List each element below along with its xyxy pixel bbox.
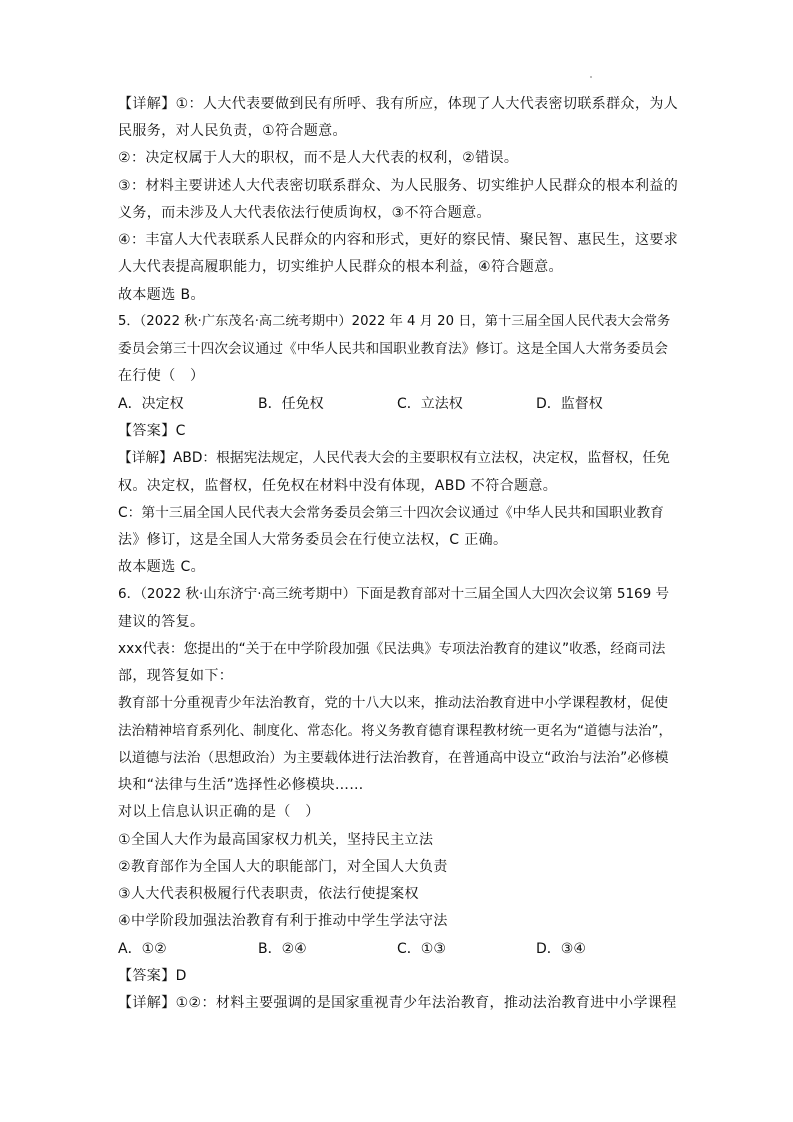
text-line: 教育部十分重视青少年法治教育，党的十八大以来，推动法治教育进中小学课程教材，促使 [118, 695, 669, 711]
text-line: 【详解】①：人大代表要做到民有所呼、我有所应，体现了人大代表密切联系群众，为人 [118, 96, 679, 112]
text-line: 民服务，对人民负责，①符合题意。 [118, 123, 347, 139]
statement-1: ①全国人大作为最高国家权力机关，坚持民主立法 [118, 832, 434, 848]
answer-line: 【答案】D [118, 968, 187, 984]
question-6-stem: 6．（2022 秋·山东济宁·高三统考期中）下面是教育部对十三届全国人大四次会议第 5169 号 [118, 586, 670, 602]
question-5-stem: 委员会第三十四次会议通过《中华人民共和国职业教育法》修订。这是全国人大常务委员会 [118, 341, 669, 357]
text-line: 法治精神培育系列化、制度化、常态化。将义务教育德育课程教材统一更名为“道德与法治”， [118, 723, 672, 739]
question-5-stem: 在行使（ ） [118, 368, 205, 384]
text-line: 对以上信息认识正确的是（ ） [118, 804, 320, 820]
text-line: C：第十三届全国人民代表大会常务委员会第三十四次会议通过《中华人民共和国职业教育 [118, 505, 664, 521]
text-line: 【详解】ABD：根据宪法规定，人民代表大会的主要职权有立法权，决定权，监督权，任免 [118, 450, 670, 466]
text-line: 人大代表提高履职能力，切实维护人民群众的根本利益，④符合题意。 [118, 259, 563, 275]
option-d: D．监督权 [536, 396, 603, 412]
text-line: 以道德与法治（思想政治）为主要载体进行法治教育，在普通高中设立“政治与法治”必修模 [118, 750, 669, 766]
text-line: 【详解】①②：材料主要强调的是国家重视青少年法治教育，推动法治教育进中小学课程 [118, 995, 677, 1011]
option-d: D．③④ [536, 941, 586, 957]
text-line: ④：丰富人大代表联系人民群众的内容和形式，更好的察民情、聚民智、惠民生，这要求 [118, 232, 679, 248]
text-line: ②：决定权属于人大的职权，而不是人大代表的权利，②错误。 [118, 150, 519, 166]
option-b: B．②④ [258, 941, 307, 957]
statement-4: ④中学阶段加强法治教育有利于推动中学生学法守法 [118, 913, 448, 929]
text-line: ③：材料主要讲述人大代表密切联系群众、为人民服务、切实维护人民群众的根本利益的 [118, 178, 679, 194]
option-a: A．①② [118, 941, 167, 957]
text-line: xxx代表：您提出的“关于在中学阶段加强《民法典》专项法治教育的建议”收悉，经商司法 [118, 641, 666, 657]
question-6-stem: 建议的答复。 [118, 614, 205, 630]
question-5-stem: 5．（2022 秋·广东茂名·高二统考期中）2022 年 4 月 20 日，第十三届全国人民代表大会常务 [118, 314, 671, 329]
text-line: 权。决定权，监督权，任免权在材料中没有体现，ABD 不符合题意。 [118, 478, 558, 494]
text-line: 义务，而未涉及人大代表依法行使质询权，③不符合题意。 [118, 205, 491, 221]
option-a: A．决定权 [118, 396, 184, 412]
statement-2: ②教育部作为全国人大的职能部门，对全国人大负责 [118, 859, 448, 875]
scan-dot [590, 76, 592, 78]
text-line: 故本题选 B。 [118, 287, 205, 303]
text-line: 故本题选 C。 [118, 559, 206, 575]
text-line: 部，现答复如下： [118, 668, 234, 684]
option-b: B．任免权 [258, 396, 324, 412]
option-c: C．①③ [397, 941, 446, 957]
statement-3: ③人大代表积极履行代表职责，依法行使提案权 [118, 886, 419, 902]
answer-line: 【答案】C [118, 423, 186, 439]
text-line: 法》修订，这是全国人大常务委员会在行使立法权，C 正确。 [118, 532, 508, 548]
text-line: 块和“法律与生活”选择性必修模块…… [118, 777, 364, 793]
option-c: C．立法权 [397, 396, 463, 412]
